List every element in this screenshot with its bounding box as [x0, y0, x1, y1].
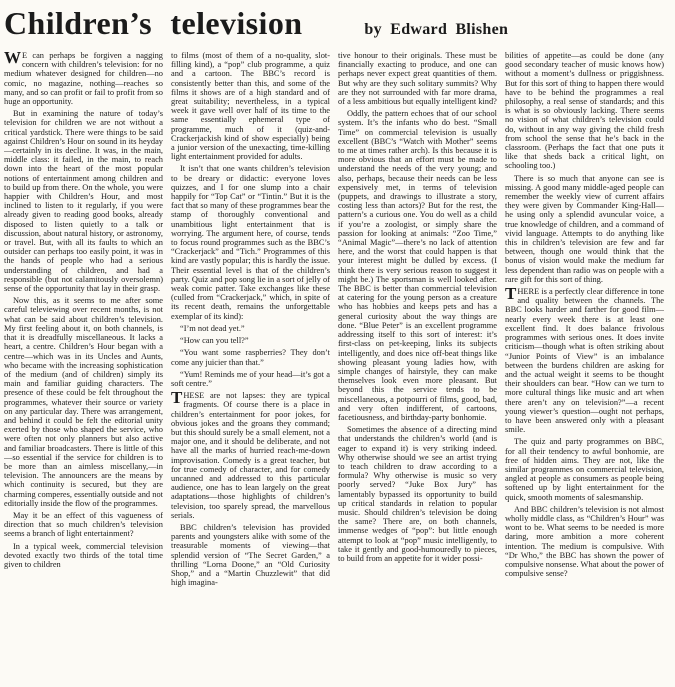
paragraph: “Yum! Reminds me of your head—it’s got a soft centre.”: [171, 369, 330, 388]
article-column-2: [171, 51, 330, 681]
drop-cap-letter: W: [4, 51, 21, 67]
drop-cap-letter: T: [505, 284, 517, 304]
paragraph: bilities of appetite—as could be done (any good secondary teacher of music knows how) without a moment’s dullness or priggishness. But for this sort of thing to happen there would have to be behind the programmes a real philosophy, a real sense of standards; and this is what is so obviously lacking. There seems no vision of what children’s television could do, without in any way giving the child fresh from school the sense that he’s back in the classroom. (Perhaps the fact that one puts it like that sheds back a critical light, on schooling too.): [505, 51, 664, 171]
paragraph: May it be an effect of this vagueness of direction that so much children’s television seems a branch of light entertainment?: [4, 510, 163, 539]
drop-cap-letter: T: [171, 388, 183, 408]
paragraph: It isn’t that one wants children’s television to be dreary or didactic: everyone loves quizzes, and I for one slump into a chair happily for “Top Cat” or “Tintin.” But it is the fact that so many of these programmes bear the stamp of thoroughly conventional and unambitious light entertainment that is worrying. The argument here, of course, tends to focus round programmes such as the BBC’s “Crackerjack” and “Tich.” Programmes of this kind are vastly popular; this is hardly the issue. Their essential level is that of the children’s party. Quiz and pop song lie in a sort of jelly of weak comic patter. Take exchanges like these (culled from “Crackerjack,” which, in spite of its recent death, remains the unforgettable exemplar of its kind):: [171, 164, 330, 321]
paragraph: BBC children’s television has provided parents and youngsters alike with some of the treasurable moments of viewing—that splendid version of “The Secret Garden,” a thrilling “Lorna Doone,” an “Old Curiosity Shop,” and a “Martin Chuzzlewit” that did high imagina-: [171, 522, 330, 588]
paragraph-dropcap: THESE are not lapses: they are typical fragments. Of course there is a place in children’s entertainment for poor jokes, for obvious jokes and the groans they command; but this should surely be a small element, not a major one, and it should be deliberate, and not have all the marks of hurried reach-me-down improvisation. Comedy is a great teacher, but for true comedy of character, and for comedy uncanned and addressed to this particular audience, one has to lean largely on the great adaptations—those highlights of children’s television, too sparely spread, the marvellous serials.: [171, 388, 330, 520]
article-byline: by Edward Blishen: [364, 21, 509, 38]
article-column-4: [505, 51, 664, 681]
paragraph: “How can you tell?”: [180, 336, 249, 346]
paragraph: Oddly, the pattern echoes that of our school system. It’s the infants who do best. “Small Time” on commercial television is usually excellent (BBC’s “Watch with Mother” seems to me at times rather arch). Is this because it is more obvious that an effort must be made to understand the needs of the very young; and also, perhaps, because their needs can be less expensively met, in terms of television (puppets, and drawings to illustrate a story, costing less than actors)? But for the rest, the pattern’s a curious one. You do well as a child if you’re a zoologist, or simply share the passion for looking at animals: “Zoo Time,” “Animal Magic”—there’s no lack of attention here, and the worst that could happen is that your interest might be dulled by excess. (I think there is very serious reason to suggest it might be.) The sportsman is well looked after. The BBC is better than commercial television at catering for the young person as a creature who has hobbies and keeps pets and has a general curiosity about the way things are done. “Blue Peter” is an excellent programme addressing itself to this sort of interest: it’s first-class on pet-keeping, links its subjects intelligently, and does nice off-beat things like showing pleasant young ladies how, with simple changes of hairstyle, they can make themselves look even more pleasant. But beyond this the service tends to be miscellaneous, a potpourri of films, good, bad, and very often indifferent, of cartoons, facetiousness, and birthday-party bonhomie.: [338, 109, 497, 422]
article-column-1: [4, 51, 163, 681]
paragraph: There is so much that anyone can see is missing. A good many middle-aged people can remember the weekly view of current affairs they were given by Commander King-Hall—he using only a splendid avuncular voice, a true knowledge of children, and a command of vivid language. Attempts to do anything like this in children’s television are few and far between, though one would think that the bonus of vision would make the medium far less dependent than radio was on people with a rare gift for this sort of thing.: [505, 173, 664, 284]
article-column-3: [338, 51, 497, 681]
article-columns: [4, 51, 671, 681]
paragraph: Sometimes the absence of a directing mind that understands the children’s world (and is eager to expand it) is very striking indeed. Why otherwise should we see an artist trying to teach children to draw according to a formula? Why otherwise is music so very poorly served? “Juke Box Jury” has lamentably bypassed its opportunity to build up critical standards in relation to popular music. Should children’s television be doing the same? There are, on both channels, immense wedges of “pop”: but little enough attempt to look at “pop” music intelligently, to take it gently and good-humouredly to pieces, to build from an appetite for it wider possi-: [338, 425, 497, 563]
paragraph: Now this, as it seems to me after some careful televiewing over recent months, is not what can be said about children’s television. My first feeling about it, on both channels, is that it is dreadfully miscellaneous. It lacks a heart, a centre. Children’s Hour began with a centre—which was in its Uncles and Aunts, who became with the increasing sophistication of the medium (and of children) simply its main and familiar guiding characters. The presence of these could be felt throughout the programmes, whatever their source or variety on any particular day. There was arrangement, and behind it could be felt the editorial unity exerted by those who shaped the service, who were often not only planners but also active and familiar broadcasters. There is little of this—so essential if the service for children is to be more than an aimless miscellany,—in television. The announcers are the means by which continuity is secured, but they are charming comperes, essentially outside and not editorially inside the flow of the programmes.: [4, 296, 163, 508]
paragraph-dropcap: W E can perhaps be forgiven a nagging concern with children’s television: for no medium whatever designed for children—no comic, no magazine, nothing—reaches so many, and so can profit or fail to profit from so huge an opportunity.: [4, 51, 163, 107]
article-header: [4, 4, 671, 51]
article-title: Children’s television: [4, 5, 303, 41]
paragraph: The quiz and party programmes on BBC, for all their tendency to awful bonhomie, are free of hidden aims. They are not, like the similar programmes on commercial television, angled at people as consumers as people being softened up by light entertainment for the quick, smooth moments of salesmanship.: [505, 437, 664, 502]
paragraph: And BBC children’s television is not almost wholly middle class, as “Children’s Hour” was wont to be. What seems to be needed is more daring, more ambition a more coherent intention. The medium is compulsive. With “Dr Who,” the BBC has shown the power of compulsive nonsense. What about the power of compulsive sense?: [505, 504, 664, 579]
paragraph-dropcap: THERE is a perfectly clear difference in tone and quality between the channels. The BBC looks harder and farther for good film—nearly every week there is at least one excellent find. It does balance frivolous programmes with serious ones. It does invite criticism—though what is often striking about “Junior Points of View” is an imbalance between the burdens children are asking for and the actual weight it seems to be thought their shoulders can bear. “How can we turn to more cultural things like music and art when there aren’t any on television?”—a recent young viewer’s question—ought not perhaps, to have been answered only with a pleasant smile.: [505, 284, 664, 435]
paragraph: tive honour to their originals. These must be financially exacting to produce, and one can perhaps never expect great quantities of them. But why are they such solitary summits? Why are they not surrounded with far more drama, of a less ambitious but equally intelligent kind?: [338, 51, 497, 107]
paragraph: In a typical week, commercial television devoted exactly two thirds of the total time given to children: [4, 541, 163, 569]
paragraph: But in examining the nature of today’s television for children we are not without a critical yardstick. There were things to be said against Children’s Hour on sound in its heyday—certainly in its decline. It was, in the main, middle class: it failed, in the main, to reach down into the heart of the most popular notions of entertainment among children and to build up from there. On the whole, you were happier with Children’s Hour, and most inclined to listen to it regularly, if you were already given to reading good books, already disposed to listen quietly to a talk or discussion, about natural history, or astronomy, or travel. But, with all its faults to which an outsider can perhaps too easily point, it was in the hands of people who had a serious understanding of children, and had a responsible (but not calamitously oversolemn) sense of the opportunity that lay in their grasp.: [4, 109, 163, 294]
paragraph: “I’m not dead yet.”: [180, 323, 245, 333]
paragraph: to films (most of them of a no-quality, slot-filling kind), a “pop” club programme, a quiz and a cartoon. The BBC’s record is consistently better than this, and some of the films it shows are of a high standard and of great suitability; nevertheless, in a typical week it gave well over half of its time to the same essentially ephemeral type of programme, much of it (quiz-and-Crackerjackish kind of show especially) being a junior version of the unexacting, time-killing light entertainment provided for adults.: [171, 51, 330, 162]
paragraph: “You want some raspberries? They don’t come any juicier than that.”: [171, 348, 330, 367]
